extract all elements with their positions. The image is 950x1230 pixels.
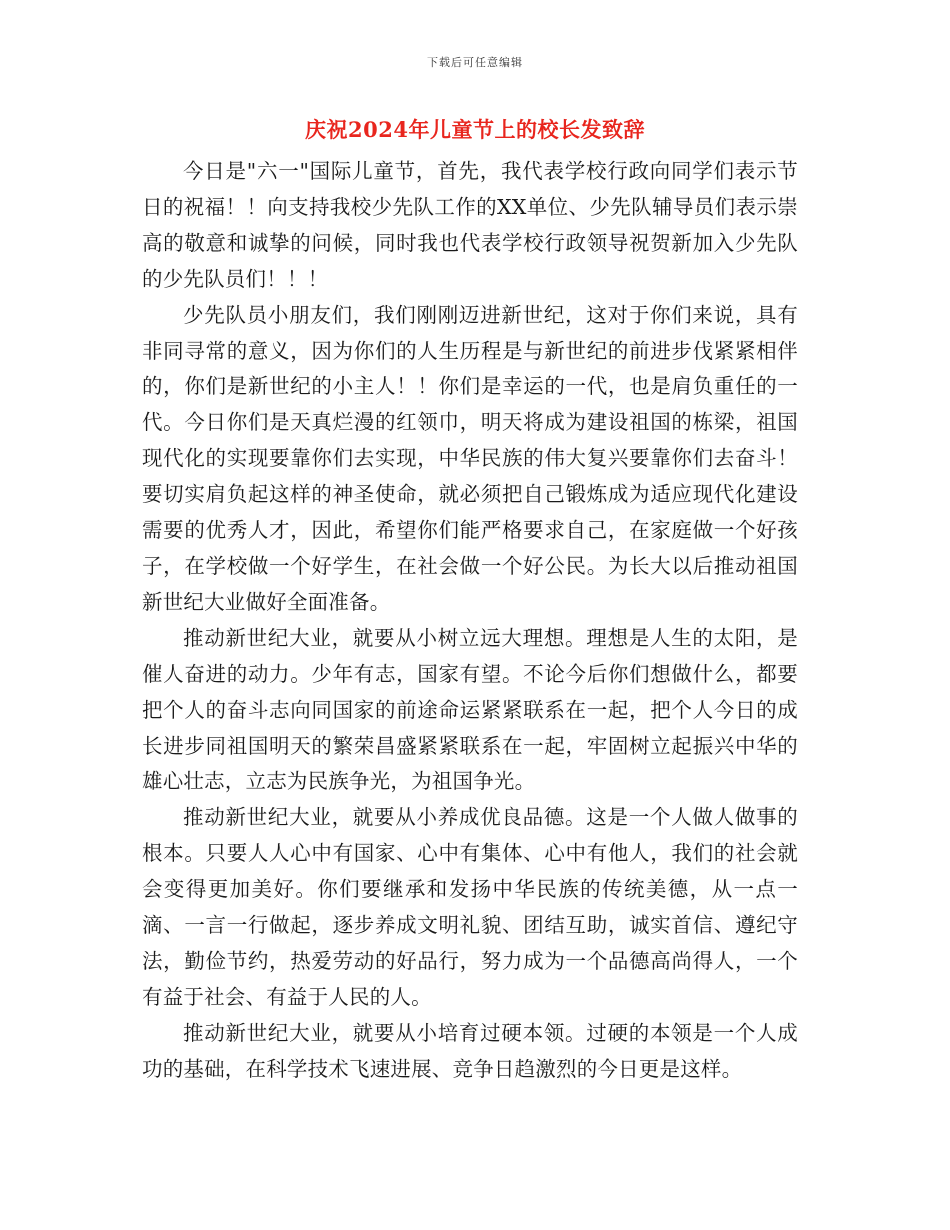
paragraph-5: 推动新世纪大业，就要从小培育过硬本领。过硬的本领是一个人成功的基础，在科学技术飞速进展、竞争日趋激烈的今日更是这样。 bbox=[142, 1020, 798, 1081]
paragraph-3: 推动新世纪大业，就要从小树立远大理想。理想是人生的太阳，是催人奋进的动力。少年有志，国家有望。不论今后你们想做什么，都要把个人的奋斗志向同国家的前途命运紧紧联系在一起，把个人今日的成长进步同祖国明天的繁荣昌盛紧紧联系在一起，牢固树立起振兴中华的雄心壮志，立志为民族争光，为祖国争光。 bbox=[142, 625, 798, 794]
paragraph-2: 少先队员小朋友们，我们刚刚迈进新世纪，这对于你们来说，具有非同寻常的意义，因为你们的人生历程是与新世纪的前进步伐紧紧相伴的，你们是新世纪的小主人！！你们是幸运的一代，也是肩负重任的一代。今日你们是天真烂漫的红领巾，明天将成为建设祖国的栋梁，祖国现代化的实现要靠你们去实现，中华民族的伟大复兴要靠你们去奋斗！要切实肩负起这样的神圣使命，就必须把自己锻炼成为适应现代化建设需要的优秀人才，因此，希望你们能严格要求自己，在家庭做一个好孩子，在学校做一个好学生，在社会做一个好公民。为长大以后推动祖国新世纪大业做好全面准备。 bbox=[142, 302, 798, 614]
header-note: 下载后可任意编辑 bbox=[427, 56, 523, 69]
paragraph-4: 推动新世纪大业，就要从小养成优良品德。这是一个人做人做事的根本。只要人人心中有国家、心中有集体、心中有他人，我们的社会就会变得更加美好。你们要继承和发扬中华民族的传统美德，从一点一滴、一言一行做起，逐步养成文明礼貌、团结互助，诚实首信、遵纪守法，勤俭节约，热爱劳动的好品行，努力成为一个品德高尚得人，一个有益于社会、有益于人民的人。 bbox=[142, 805, 798, 1009]
paragraph-1: 今日是"六一"国际儿童节，首先，我代表学校行政向同学们表示节日的祝福！！向支持我校少先队工作的XX单位、少先队辅导员们表示崇高的敬意和诚挚的问候，同时我也代表学校行政领导祝贺新加入少先队的少先队员们！！！ bbox=[142, 159, 798, 291]
document-title: 庆祝2024年儿童节上的校长发致辞 bbox=[305, 117, 645, 142]
document-body bbox=[142, 154, 798, 1088]
